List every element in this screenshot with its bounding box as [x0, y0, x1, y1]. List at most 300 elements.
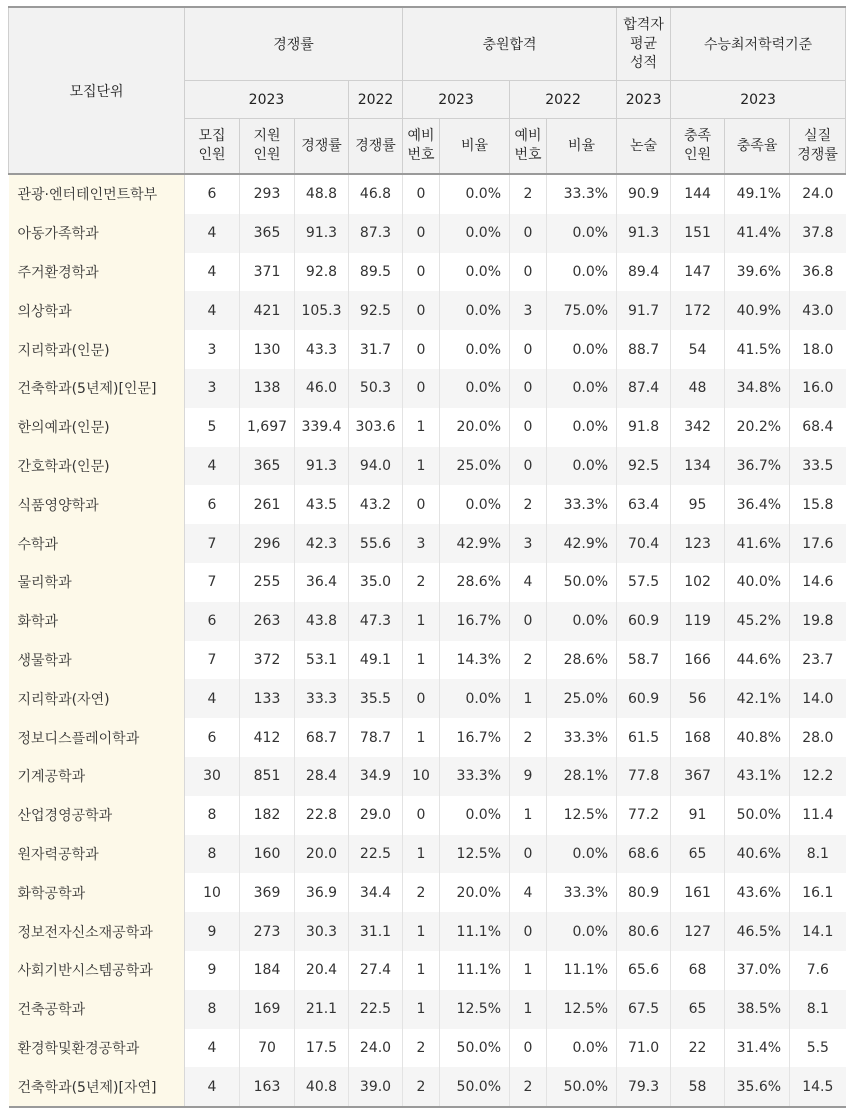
value-cell: 11.1%	[547, 951, 617, 990]
value-cell: 65.6	[617, 951, 671, 990]
value-cell: 92.5	[349, 291, 403, 330]
value-cell: 68.6	[617, 835, 671, 874]
value-cell: 12.5%	[547, 796, 617, 835]
unit-name-cell: 화학과	[9, 602, 185, 641]
table-row	[9, 330, 846, 369]
value-cell: 169	[240, 990, 295, 1029]
value-cell: 102	[671, 563, 725, 602]
value-cell: 14.0	[790, 679, 846, 718]
value-cell: 54	[671, 330, 725, 369]
unit-name-cell: 수학과	[9, 524, 185, 563]
value-cell: 0.0%	[547, 912, 617, 951]
value-cell: 63.4	[617, 485, 671, 524]
value-cell: 14.1	[790, 912, 846, 951]
value-cell: 12.5%	[440, 835, 510, 874]
value-cell: 42.1%	[725, 679, 790, 718]
value-cell: 0	[403, 174, 440, 214]
value-cell: 37.8	[790, 214, 846, 253]
value-cell: 7	[185, 641, 240, 680]
value-cell: 4	[185, 253, 240, 292]
value-cell: 20.2%	[725, 408, 790, 447]
col-ratio-2023: 경쟁률	[295, 119, 349, 175]
value-cell: 14.6	[802, 574, 834, 591]
value-cell: 43.0	[790, 291, 846, 330]
value-cell: 161	[671, 873, 725, 912]
table-row	[9, 873, 846, 912]
value-cell: 1	[403, 718, 440, 757]
value-cell: 36.4%	[725, 485, 790, 524]
value-cell: 11.4	[802, 807, 834, 824]
table-row	[9, 253, 846, 292]
value-cell: 0	[403, 485, 440, 524]
value-cell: 10	[403, 757, 440, 796]
value-cell: 16.0	[790, 369, 846, 408]
header-additional-admission: 충원합격	[403, 7, 617, 81]
table-row	[9, 524, 846, 563]
value-cell: 1	[510, 951, 547, 990]
value-cell: 47.3	[349, 602, 403, 641]
unit-name-cell: 물리학과	[9, 563, 185, 602]
value-cell: 22.5	[349, 990, 403, 1029]
value-cell: 41.6%	[725, 524, 790, 563]
value-cell: 0.0%	[547, 835, 617, 874]
value-cell: 851	[240, 757, 295, 796]
value-cell: 0.0%	[440, 291, 510, 330]
value-cell: 61.5	[617, 718, 671, 757]
value-cell: 39.0	[349, 1067, 403, 1107]
value-cell: 36.4	[295, 563, 349, 602]
table-row	[9, 1029, 846, 1068]
value-cell: 91.7	[617, 291, 671, 330]
value-cell: 77.2	[617, 796, 671, 835]
value-cell: 91.3	[295, 214, 349, 253]
value-cell: 3	[510, 291, 547, 330]
value-cell: 48	[671, 369, 725, 408]
value-cell: 369	[240, 873, 295, 912]
value-cell: 9	[185, 951, 240, 990]
value-cell: 4	[185, 447, 240, 486]
value-cell: 94.0	[349, 447, 403, 486]
value-cell: 48.8	[295, 174, 349, 214]
table-row	[9, 485, 846, 524]
value-cell: 8	[185, 990, 240, 1029]
value-cell: 0	[510, 1029, 547, 1068]
value-cell: 6	[185, 174, 240, 214]
value-cell: 24.0	[349, 1029, 403, 1068]
value-cell: 35.5	[349, 679, 403, 718]
header-year: 2023	[617, 81, 671, 119]
table-row	[9, 174, 846, 214]
value-cell: 273	[240, 912, 295, 951]
value-cell: 12.5%	[547, 990, 617, 1029]
value-cell: 50.0%	[440, 1029, 510, 1068]
value-cell: 43.5	[295, 485, 349, 524]
value-cell: 33.3	[295, 679, 349, 718]
value-cell: 33.3%	[547, 485, 617, 524]
value-cell: 41.5%	[725, 330, 790, 369]
value-cell: 90.9	[617, 174, 671, 214]
value-cell: 33.3%	[547, 174, 617, 214]
value-cell: 371	[240, 253, 295, 292]
unit-name-cell: 식품영양학과	[9, 485, 185, 524]
value-cell: 0	[403, 330, 440, 369]
header-year: 2022	[510, 81, 617, 119]
value-cell: 151	[671, 214, 725, 253]
value-cell: 65	[671, 990, 725, 1029]
value-cell: 182	[240, 796, 295, 835]
unit-name-cell: 건축학과(5년제)[자연]	[9, 1067, 185, 1107]
header-average-score: 합격자 평균 성적	[617, 7, 671, 81]
value-cell: 8.1	[790, 990, 846, 1029]
value-cell: 0.0%	[440, 174, 510, 214]
value-cell: 8	[185, 796, 240, 835]
value-cell: 1	[403, 408, 440, 447]
value-cell: 89.4	[617, 253, 671, 292]
value-cell: 50.0%	[725, 796, 790, 835]
table-row	[9, 369, 846, 408]
value-cell: 263	[240, 602, 295, 641]
value-cell: 7	[185, 524, 240, 563]
value-cell: 0.0%	[547, 214, 617, 253]
value-cell: 1	[403, 602, 440, 641]
admission-table-wrapper	[8, 6, 845, 1108]
value-cell: 43.3	[295, 330, 349, 369]
value-cell: 166	[671, 641, 725, 680]
value-cell: 30.3	[295, 912, 349, 951]
value-cell: 20.0%	[440, 873, 510, 912]
value-cell: 0.0%	[547, 253, 617, 292]
value-cell: 147	[671, 253, 725, 292]
value-cell: 1	[510, 990, 547, 1029]
value-cell: 255	[240, 563, 295, 602]
value-cell: 40.8	[295, 1067, 349, 1107]
value-cell: 40.6%	[725, 835, 790, 874]
unit-name-cell: 정보전자신소재공학과	[9, 912, 185, 951]
value-cell: 4	[185, 1029, 240, 1068]
value-cell: 8.1	[790, 835, 846, 874]
col-rate-2023: 비율	[440, 119, 510, 175]
value-cell: 20.0%	[440, 408, 510, 447]
value-cell: 412	[240, 718, 295, 757]
value-cell: 7.6	[806, 962, 829, 979]
value-cell: 296	[240, 524, 295, 563]
value-cell: 163	[240, 1067, 295, 1107]
value-cell: 35.6%	[725, 1067, 790, 1107]
value-cell: 91.3	[617, 214, 671, 253]
value-cell: 28.6%	[547, 641, 617, 680]
table-row	[9, 835, 846, 874]
value-cell: 303.6	[349, 408, 403, 447]
value-cell: 70	[240, 1029, 295, 1068]
value-cell: 293	[240, 174, 295, 214]
value-cell: 0	[510, 912, 547, 951]
value-cell: 49.1%	[725, 174, 790, 214]
value-cell: 11.1%	[440, 951, 510, 990]
table-row	[9, 718, 846, 757]
value-cell: 0.0%	[547, 602, 617, 641]
value-cell: 0	[403, 291, 440, 330]
table-row	[9, 912, 846, 951]
value-cell: 31.4%	[725, 1029, 790, 1068]
value-cell: 33.3%	[547, 718, 617, 757]
unit-name-cell: 지리학과(자연)	[9, 679, 185, 718]
value-cell: 40.0%	[725, 563, 790, 602]
value-cell: 4	[510, 873, 547, 912]
value-cell: 7	[185, 563, 240, 602]
value-cell: 20.4	[295, 951, 349, 990]
value-cell: 60.9	[617, 602, 671, 641]
value-cell: 34.9	[349, 757, 403, 796]
value-cell: 123	[671, 524, 725, 563]
value-cell: 2	[403, 563, 440, 602]
table-row	[9, 214, 846, 253]
value-cell: 56	[671, 679, 725, 718]
value-cell: 12.2	[790, 757, 846, 796]
header-unit: 모집단위	[9, 7, 185, 174]
value-cell: 6	[185, 602, 240, 641]
value-cell: 421	[240, 291, 295, 330]
unit-name-cell: 화학공학과	[9, 873, 185, 912]
value-cell: 4	[185, 679, 240, 718]
value-cell: 5	[185, 408, 240, 447]
unit-name-cell: 정보디스플레이학과	[9, 718, 185, 757]
table-row	[9, 757, 846, 796]
value-cell: 0.0%	[440, 253, 510, 292]
value-cell: 0	[510, 447, 547, 486]
unit-name-cell: 건축공학과	[9, 990, 185, 1029]
value-cell: 2	[403, 1029, 440, 1068]
value-cell: 22.8	[295, 796, 349, 835]
value-cell: 49.1	[349, 641, 403, 680]
value-cell: 22	[671, 1029, 725, 1068]
value-cell: 2	[510, 1067, 547, 1107]
value-cell: 79.3	[617, 1067, 671, 1107]
value-cell: 367	[671, 757, 725, 796]
value-cell: 172	[671, 291, 725, 330]
value-cell: 33.3%	[440, 757, 510, 796]
unit-name-cell: 생물학과	[9, 641, 185, 680]
value-cell: 0	[510, 214, 547, 253]
value-cell: 16.7%	[440, 602, 510, 641]
header-year: 2023	[671, 81, 846, 119]
value-cell: 75.0%	[547, 291, 617, 330]
value-cell: 25.0%	[440, 447, 510, 486]
value-cell: 1	[403, 641, 440, 680]
value-cell: 9	[185, 912, 240, 951]
value-cell: 92.5	[617, 447, 671, 486]
value-cell: 17.6	[790, 524, 846, 563]
unit-name-cell: 지리학과(인문)	[9, 330, 185, 369]
value-cell: 19.8	[790, 602, 846, 641]
value-cell: 20.0	[295, 835, 349, 874]
value-cell: 67.5	[617, 990, 671, 1029]
value-cell: 5.5	[806, 1039, 829, 1056]
col-waitlist-2022: 예비 번호	[510, 119, 547, 175]
value-cell: 2	[510, 174, 547, 214]
table-row	[9, 796, 846, 835]
value-cell: 50.0%	[547, 563, 617, 602]
col-met-rate: 충족율	[725, 119, 790, 175]
value-cell: 342	[671, 408, 725, 447]
unit-name-cell: 한의예과(인문)	[9, 408, 185, 447]
value-cell: 365	[240, 214, 295, 253]
value-cell: 46.8	[349, 174, 403, 214]
value-cell: 50.0%	[547, 1067, 617, 1107]
value-cell: 0.0%	[547, 369, 617, 408]
value-cell: 50.3	[349, 369, 403, 408]
value-cell: 1	[403, 951, 440, 990]
value-cell: 36.7%	[725, 447, 790, 486]
unit-name-cell: 아동가족학과	[9, 214, 185, 253]
table-row	[9, 291, 846, 330]
col-real-ratio: 실질 경쟁률	[790, 119, 846, 175]
value-cell: 261	[240, 485, 295, 524]
value-cell: 25.0%	[547, 679, 617, 718]
value-cell: 105.3	[295, 291, 349, 330]
value-cell: 339.4	[295, 408, 349, 447]
value-cell: 0.0%	[547, 1029, 617, 1068]
value-cell: 40.8%	[725, 718, 790, 757]
table-row	[9, 1067, 846, 1107]
value-cell: 31.7	[349, 330, 403, 369]
value-cell: 33.3%	[547, 873, 617, 912]
value-cell: 168	[671, 718, 725, 757]
value-cell: 3	[403, 524, 440, 563]
col-rate-2022: 비율	[547, 119, 617, 175]
value-cell: 43.1%	[725, 757, 790, 796]
value-cell: 0	[403, 214, 440, 253]
value-cell: 45.2%	[725, 602, 790, 641]
value-cell: 58.7	[617, 641, 671, 680]
unit-name-cell: 건축학과(5년제)[인문]	[9, 369, 185, 408]
value-cell: 14.5	[790, 1067, 846, 1107]
value-cell: 71.0	[617, 1029, 671, 1068]
value-cell: 160	[240, 835, 295, 874]
table-row	[9, 990, 846, 1029]
value-cell: 134	[671, 447, 725, 486]
value-cell: 27.4	[349, 951, 403, 990]
value-cell: 87.4	[617, 369, 671, 408]
value-cell: 91.3	[295, 447, 349, 486]
value-cell: 0	[510, 330, 547, 369]
unit-name-cell: 기계공학과	[9, 757, 185, 796]
value-cell: 40.9%	[725, 291, 790, 330]
col-recruit-count: 모집 인원	[185, 119, 240, 175]
table-row	[9, 563, 846, 602]
value-cell: 133	[240, 679, 295, 718]
value-cell: 6	[185, 718, 240, 757]
value-cell: 92.8	[295, 253, 349, 292]
value-cell: 41.4%	[725, 214, 790, 253]
value-cell: 43.2	[349, 485, 403, 524]
value-cell: 91.8	[617, 408, 671, 447]
value-cell: 0.0%	[440, 485, 510, 524]
value-cell: 6	[185, 485, 240, 524]
value-cell: 0.0%	[440, 679, 510, 718]
value-cell: 11.1%	[440, 912, 510, 951]
value-cell: 1	[403, 990, 440, 1029]
value-cell: 0	[510, 369, 547, 408]
value-cell: 3	[510, 524, 547, 563]
unit-name-cell: 산업경영공학과	[9, 796, 185, 835]
value-cell: 0.0%	[440, 330, 510, 369]
value-cell: 24.0	[802, 186, 834, 203]
col-essay: 논술	[617, 119, 671, 175]
value-cell: 70.4	[617, 524, 671, 563]
value-cell: 0.0%	[440, 796, 510, 835]
value-cell: 17.5	[295, 1029, 349, 1068]
value-cell: 57.5	[617, 563, 671, 602]
value-cell: 0.0%	[440, 214, 510, 253]
value-cell: 15.8	[802, 496, 834, 513]
col-ratio-2022: 경쟁률	[349, 119, 403, 175]
value-cell: 43.8	[295, 602, 349, 641]
header-year: 2023	[403, 81, 510, 119]
value-cell: 1,697	[240, 408, 295, 447]
value-cell: 53.1	[295, 641, 349, 680]
unit-name-cell: 주거환경학과	[9, 253, 185, 292]
value-cell: 43.6%	[725, 873, 790, 912]
value-cell: 78.7	[349, 718, 403, 757]
value-cell: 31.1	[349, 912, 403, 951]
value-cell: 2	[403, 1067, 440, 1107]
header-year: 2022	[349, 81, 403, 119]
value-cell: 0	[510, 835, 547, 874]
value-cell: 58	[671, 1067, 725, 1107]
value-cell: 21.1	[295, 990, 349, 1029]
unit-name-cell: 원자력공학과	[9, 835, 185, 874]
table-row	[9, 408, 846, 447]
value-cell: 144	[671, 174, 725, 214]
unit-name-cell: 관광·엔터테인먼트학부	[9, 174, 185, 214]
value-cell: 22.5	[349, 835, 403, 874]
value-cell: 0	[510, 408, 547, 447]
header-year: 2023	[185, 81, 349, 119]
value-cell: 28.4	[295, 757, 349, 796]
value-cell: 3	[185, 330, 240, 369]
value-cell: 0	[510, 253, 547, 292]
value-cell: 0.0%	[440, 369, 510, 408]
unit-name-cell: 간호학과(인문)	[9, 447, 185, 486]
value-cell: 95	[671, 485, 725, 524]
value-cell: 28.6%	[440, 563, 510, 602]
value-cell: 80.6	[617, 912, 671, 951]
value-cell: 39.6%	[725, 253, 790, 292]
value-cell: 42.9%	[547, 524, 617, 563]
value-cell: 50.0%	[440, 1067, 510, 1107]
value-cell: 44.6%	[725, 641, 790, 680]
value-cell: 0.0%	[547, 408, 617, 447]
value-cell: 36.8	[802, 263, 834, 280]
col-waitlist-2023: 예비 번호	[403, 119, 440, 175]
table-header	[9, 7, 846, 174]
col-met-count: 충족 인원	[671, 119, 725, 175]
value-cell: 127	[671, 912, 725, 951]
col-applicants: 지원 인원	[240, 119, 295, 175]
value-cell: 0	[403, 369, 440, 408]
value-cell: 8	[185, 835, 240, 874]
value-cell: 4	[510, 563, 547, 602]
value-cell: 77.8	[617, 757, 671, 796]
value-cell: 28.0	[802, 729, 834, 746]
value-cell: 4	[185, 1067, 240, 1107]
value-cell: 372	[240, 641, 295, 680]
value-cell: 2	[510, 485, 547, 524]
value-cell: 2	[510, 641, 547, 680]
value-cell: 130	[240, 330, 295, 369]
table-body	[9, 174, 846, 1107]
value-cell: 42.3	[295, 524, 349, 563]
